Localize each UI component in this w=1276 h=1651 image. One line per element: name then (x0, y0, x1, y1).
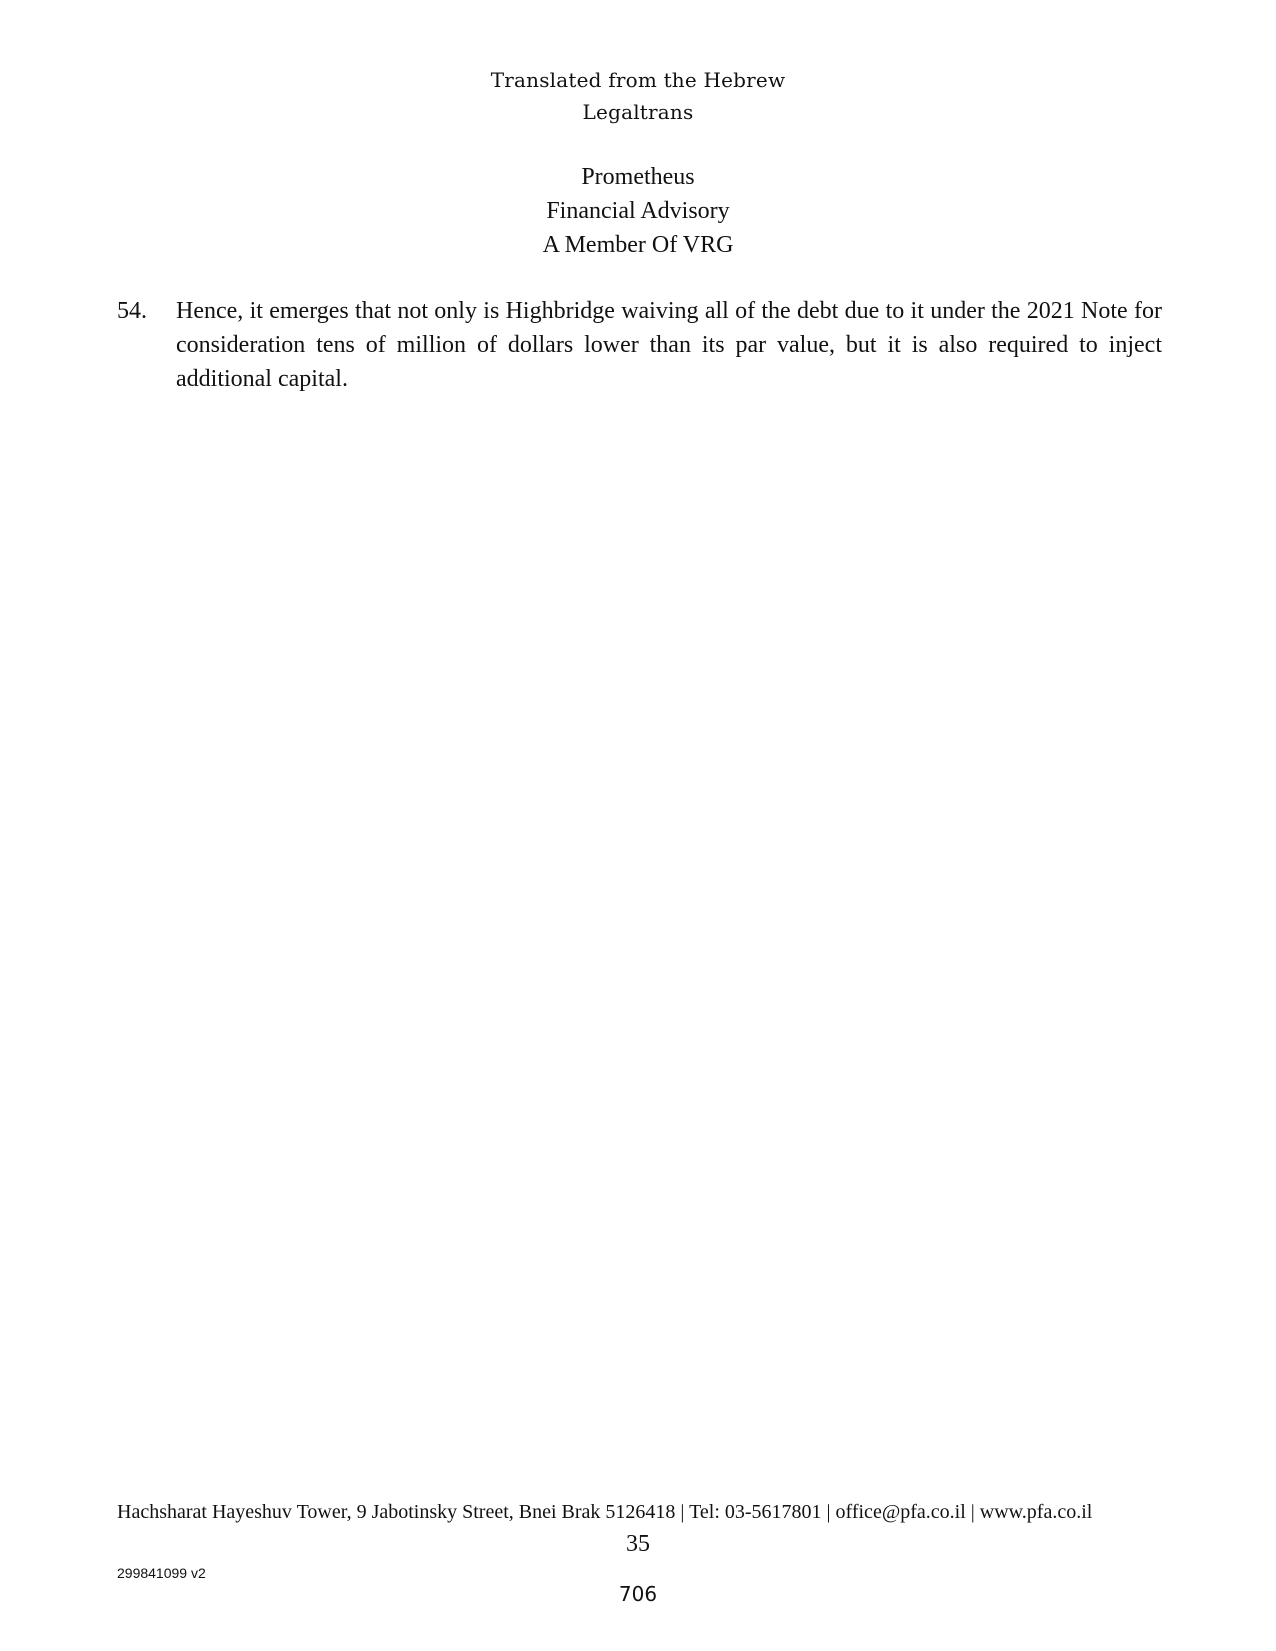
firm-name: Prometheus (581, 164, 695, 190)
firm-letterhead (0, 160, 1276, 262)
paragraph-text: Hence, it emerges that not only is Highbridge waiving all of the debt due to it under the 2021 Note for consideration tens of million of dollars lower than its par value, but it is also required to inject additional capital. (176, 298, 1162, 392)
numbered-paragraph (117, 294, 1162, 396)
paragraph-number: 54. (117, 298, 147, 324)
footer-address: Hachsharat Hayeshuv Tower, 9 Jabotinsky Street, Bnei Brak 5126418 | Tel: 03-5617801 | office@pfa.co.il | www.pfa.co.il (117, 1501, 1093, 1523)
translator-name: Legaltrans (582, 100, 694, 124)
firm-subtitle: Financial Advisory (546, 198, 730, 224)
document-id: 299841099 v2 (117, 1565, 206, 1581)
translation-note: Translated from the Hebrew (490, 68, 786, 92)
bates-number: 706 (618, 1582, 658, 1606)
translation-header (0, 64, 1276, 128)
page-number: 35 (626, 1531, 650, 1557)
firm-membership: A Member Of VRG (542, 232, 734, 258)
